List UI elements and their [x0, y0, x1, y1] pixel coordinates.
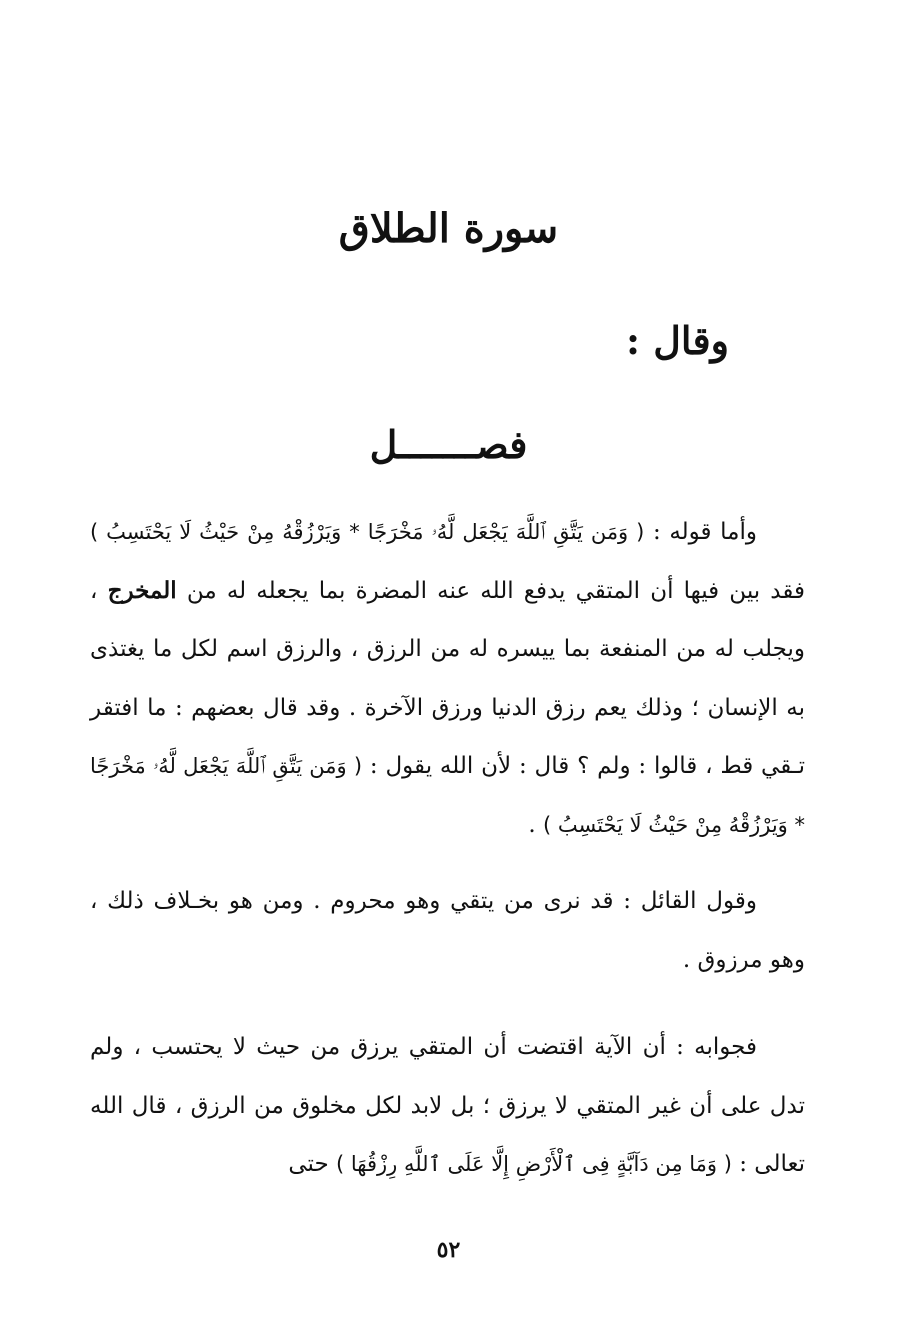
quran-quote-2: ( وَمَن يَتَّقِ ٱللَّهَ يَجْعَل لَّهُۥ مَخْرَجًا * وَيَرْزُقْهُ مِنْ حَيْثُ لَا يَحْتَسِبُ ) [90, 754, 805, 837]
paragraph-1-end: . [528, 811, 536, 838]
said-heading: وقال : [626, 318, 729, 363]
paragraph-1-bold-word: المخرج [107, 576, 177, 604]
paragraph-3-text: فجوابه : أن الآية اقتضت أن المتقي يرزق من حيث لا يحتسب ، ولم تدل على أن غير المتقي لا يرزق ؛ بل لابد لكل مخلوق من الرزق ، قال الله تعالى : [90, 1034, 805, 1177]
paragraph-1-text-2: ، ويجلب له من المنفعة بما ييسره له من الرزق ، والرزق اسم لكل ما يغتذى به الإنسان ؛ وذلك يعم رزق الدنيا ورزق الآخرة . وقد قال بعضهم : ما افتقر تـقي قط ، قالوا : ولم ؟ قال : لأن الله يقول : [90, 577, 805, 779]
section-heading: فصـــــــل [369, 422, 528, 467]
paragraph-1 [90, 503, 805, 854]
paragraph-3 [90, 1018, 805, 1194]
quran-quote-3: ( وَمَا مِن دَآبَّةٍ فِى ٱلْأَرْضِ إِلَّا عَلَى ٱللَّهِ رِزْقُهَا ) [336, 1152, 732, 1176]
paragraph-2-text: وقول القائل : قد نرى من يتقي وهو محروم . ومن هو بخـلاف ذلك ، وهو مرزوق . [90, 888, 805, 973]
quran-quote-1: ( وَمَن يَتَّقِ ٱللَّهَ يَجْعَل لَّهُۥ مَخْرَجًا * وَيَرْزُقْهُ مِنْ حَيْثُ لَا يَحْتَسِبُ ) [90, 520, 645, 544]
paragraph-1-intro: وأما قوله : [652, 519, 757, 545]
paragraph-3-end: حتى [288, 1151, 329, 1177]
page-number: ٥٢ [436, 1237, 461, 1263]
paragraph-1-text-1: فقد بين فيها أن المتقي يدفع الله عنه المضرة بما يجعله له من [186, 577, 806, 604]
sura-title: سورة الطلاق [338, 205, 559, 252]
paragraph-2 [90, 872, 805, 989]
